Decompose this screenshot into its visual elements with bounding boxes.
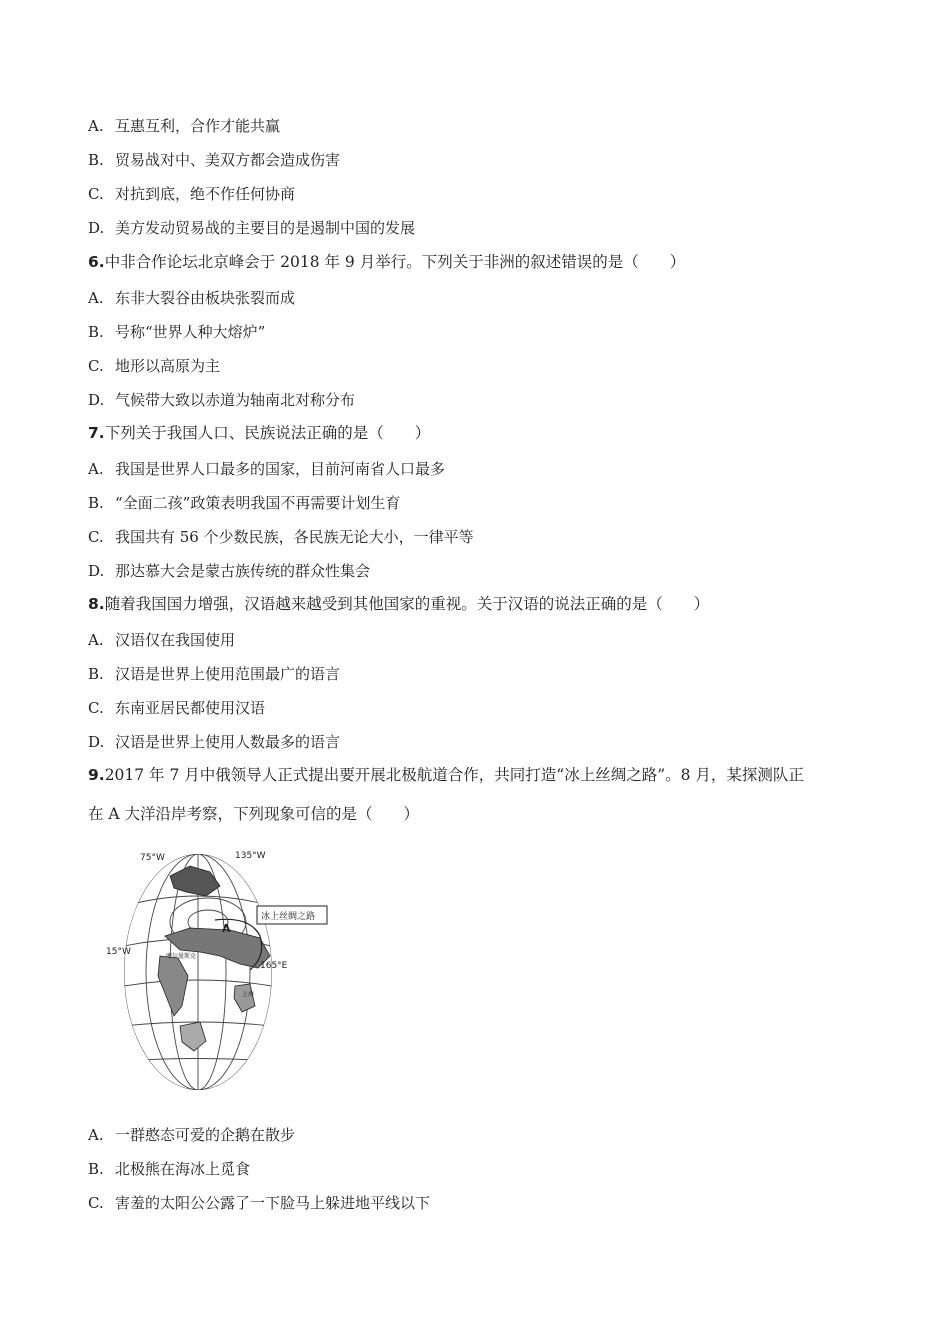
question-text: 2017 年 7 月中俄领导人正式提出要开展北极航道合作，共同打造“冰上丝绸之路”。8 月，某探测队正 [104, 766, 804, 784]
q9-option-c [88, 1193, 430, 1213]
route-label-text: 冰上丝绸之路 [261, 912, 316, 922]
option-letter: A. [88, 117, 104, 135]
option-text: 一群憨态可爱的企鹅在散步 [115, 1126, 296, 1144]
q5-option-d [88, 218, 415, 238]
option-letter: D. [88, 219, 105, 237]
option-letter: D. [88, 733, 105, 751]
option-letter: C. [88, 1194, 104, 1212]
option-text: 汉语是世界上使用人数最多的语言 [115, 733, 341, 751]
option-letter: A. [88, 460, 104, 478]
option-text: 东非大裂谷由板块张裂而成 [115, 289, 296, 307]
option-text: 害羞的太阳公公露了一下脸马上躲进地平线以下 [115, 1194, 431, 1212]
option-text: 我国是世界人口最多的国家，目前河南省人口最多 [115, 460, 446, 478]
q7-option-b [88, 493, 400, 513]
option-letter: B. [88, 151, 104, 169]
option-letter: B. [88, 323, 104, 341]
option-text: 气候带大致以赤道为轴南北对称分布 [115, 391, 356, 409]
q9-option-a [88, 1125, 295, 1145]
map-label-135w: 135°W [235, 851, 266, 861]
option-letter: D. [88, 391, 105, 409]
q8-stem [88, 594, 709, 614]
option-letter: A. [88, 1126, 104, 1144]
q6-option-a [88, 288, 295, 308]
q6-option-c [88, 356, 220, 376]
arctic-route-map [106, 846, 340, 1096]
option-text: 那达慕大会是蒙古族传统的群众性集会 [115, 562, 371, 580]
option-text: 地形以高原为主 [115, 357, 221, 375]
option-letter: C. [88, 528, 104, 546]
q5-option-a [88, 116, 280, 136]
option-text: 对抗到底，绝不作任何协商 [115, 185, 296, 203]
option-text: 北极熊在海冰上觅食 [115, 1160, 251, 1178]
question-number: 6. [88, 253, 105, 271]
option-text: 汉语仅在我国使用 [115, 631, 236, 649]
option-text: 号称“世界人种大熔炉” [115, 323, 266, 341]
q9-stem-line1 [88, 765, 804, 785]
q9-stem-line2 [88, 804, 419, 824]
option-letter: D. [88, 562, 105, 580]
option-letter: C. [88, 185, 104, 203]
q5-option-b [88, 150, 340, 170]
q8-option-c [88, 698, 265, 718]
continent-shape [180, 1022, 206, 1051]
q5-option-c [88, 184, 295, 204]
option-letter: A. [88, 289, 104, 307]
q8-option-d [88, 732, 340, 752]
question-number: 8. [88, 595, 105, 613]
question-text: 随着我国国力增强，汉语越来越受到其他国家的重视。关于汉语的说法正确的是（ ） [104, 595, 710, 613]
q7-option-a [88, 459, 445, 479]
option-text: 美方发动贸易战的主要目的是遏制中国的发展 [115, 219, 416, 237]
option-letter: C. [88, 357, 104, 375]
option-text: 互惠互利，合作才能共赢 [115, 117, 281, 135]
map-label-place-2: 上海 [242, 991, 255, 998]
africa-shape [158, 956, 188, 1016]
option-letter: B. [88, 1160, 104, 1178]
option-text: 贸易战对中、美双方都会造成伤害 [115, 151, 341, 169]
question-number: 9. [88, 766, 105, 784]
option-text: 我国共有 56 个少数民族，各民族无论大小，一律平等 [115, 528, 474, 546]
q6-option-d [88, 390, 355, 410]
eurasia-shape [165, 928, 270, 968]
option-letter: B. [88, 494, 104, 512]
q8-option-b [88, 664, 340, 684]
question-text: 下列关于我国人口、民族说法正确的是（ ） [104, 424, 431, 442]
option-text: 汉语是世界上使用范围最广的语言 [115, 665, 341, 683]
option-letter: A. [88, 631, 104, 649]
question-text: 在 A 大洋沿岸考察，下列现象可信的是（ ） [88, 805, 420, 823]
map-label-place-1: 摩尔曼斯克 [166, 953, 197, 960]
option-letter: C. [88, 699, 104, 717]
map-label-15w: 15°W [106, 947, 131, 957]
q6-option-b [88, 322, 265, 342]
option-text: 东南亚居民都使用汉语 [115, 699, 266, 717]
map-label-point-a: A [222, 922, 231, 935]
island-shape [234, 984, 255, 1012]
map-label-75w: 75°W [140, 853, 165, 863]
question-text: 中非合作论坛北京峰会于 2018 年 9 月举行。下列关于非洲的叙述错误的是（ ） [104, 253, 686, 271]
q9-option-b [88, 1159, 250, 1179]
map-label-165e: 165°E [260, 961, 288, 971]
q7-stem [88, 423, 430, 443]
q8-option-a [88, 630, 235, 650]
q6-stem [88, 252, 685, 272]
option-text: “全面二孩”政策表明我国不再需要计划生育 [115, 494, 401, 512]
question-number: 7. [88, 424, 105, 442]
q7-option-c [88, 527, 474, 547]
q7-option-d [88, 561, 370, 581]
option-letter: B. [88, 665, 104, 683]
